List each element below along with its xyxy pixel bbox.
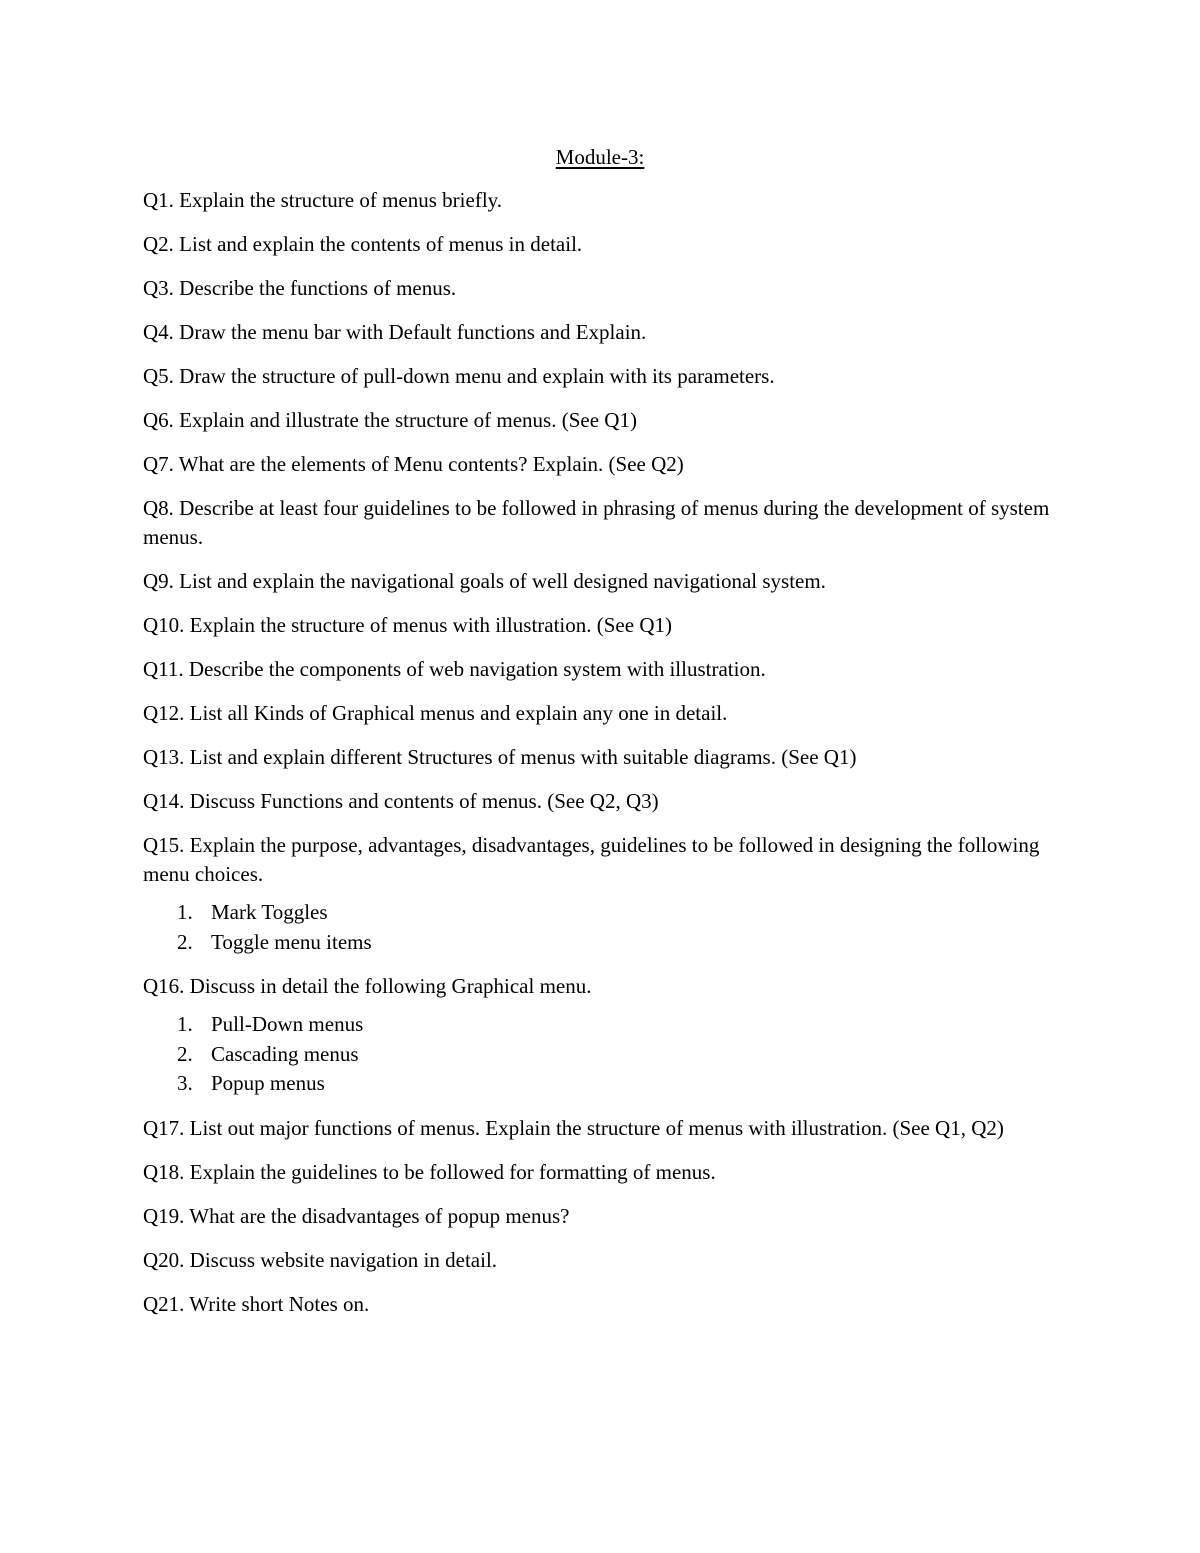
question-q1: Q1. Explain the structure of menus briefly. <box>143 188 503 212</box>
list-item-text: Toggle menu items <box>211 929 372 954</box>
question-q8: Q8. Describe at least four guidelines to be followed in phrasing of menus during the development of system menus. <box>143 496 1050 549</box>
question-q3: Q3. Describe the functions of menus. <box>143 276 457 300</box>
question-q14: Q14. Discuss Functions and contents of menus. (See Q2, Q3) <box>143 789 659 813</box>
question-q19: Q19. What are the disadvantages of popup menus? <box>143 1203 570 1228</box>
list-item-number: 1. <box>177 1012 193 1036</box>
list-item <box>143 1010 1073 1040</box>
q15-sub-list <box>143 898 1073 957</box>
list-item-text: Mark Toggles <box>211 900 328 924</box>
question-q5: Q5. Draw the structure of pull-down menu and explain with its parameters. <box>143 364 775 388</box>
question-q20: Q20. Discuss website navigation in detail. <box>143 1247 498 1272</box>
list-item <box>143 928 1073 958</box>
question-q18: Q18. Explain the guidelines to be followed for formatting of menus. <box>143 1159 716 1184</box>
page-title: Module-3: <box>555 145 645 169</box>
list-item <box>143 1069 1073 1099</box>
question-q17: Q17. List out major functions of menus. Explain the structure of menus with illustration. (See Q1, Q2) <box>143 1115 1004 1140</box>
question-q12: Q12. List all Kinds of Graphical menus and explain any one in detail. <box>143 701 728 725</box>
list-item-text: Pull-Down menus <box>211 1012 364 1036</box>
list-item-number: 2. <box>177 929 193 954</box>
list-item-number: 3. <box>177 1071 193 1095</box>
list-item-text: Cascading menus <box>211 1041 359 1066</box>
list-item <box>143 898 1073 928</box>
question-list <box>143 186 1073 1334</box>
question-q21: Q21. Write short Notes on. <box>143 1291 370 1316</box>
question-q9: Q9. List and explain the navigational goals of well designed navigational system. <box>143 569 826 593</box>
question-q16: Q16. Discuss in detail the following Graphical menu. <box>143 974 592 998</box>
question-q2: Q2. List and explain the contents of menus in detail. <box>143 232 583 256</box>
question-q10: Q10. Explain the structure of menus with illustration. (See Q1) <box>143 613 672 637</box>
list-item-text: Popup menus <box>211 1071 325 1095</box>
list-item-number: 1. <box>177 900 193 924</box>
list-item-number: 2. <box>177 1041 193 1066</box>
question-q13: Q13. List and explain different Structures of menus with suitable diagrams. (See Q1) <box>143 745 857 769</box>
list-item <box>143 1040 1073 1070</box>
q16-sub-list <box>143 1010 1073 1099</box>
question-q15: Q15. Explain the purpose, advantages, disadvantages, guidelines to be followed in designing the following menu choices. <box>143 833 1040 886</box>
question-q6: Q6. Explain and illustrate the structure of menus. (See Q1) <box>143 408 637 432</box>
question-q11: Q11. Describe the components of web navigation system with illustration. <box>143 657 766 681</box>
question-q4: Q4. Draw the menu bar with Default functions and Explain. <box>143 320 647 344</box>
question-q7: Q7. What are the elements of Menu contents? Explain. (See Q2) <box>143 452 684 476</box>
